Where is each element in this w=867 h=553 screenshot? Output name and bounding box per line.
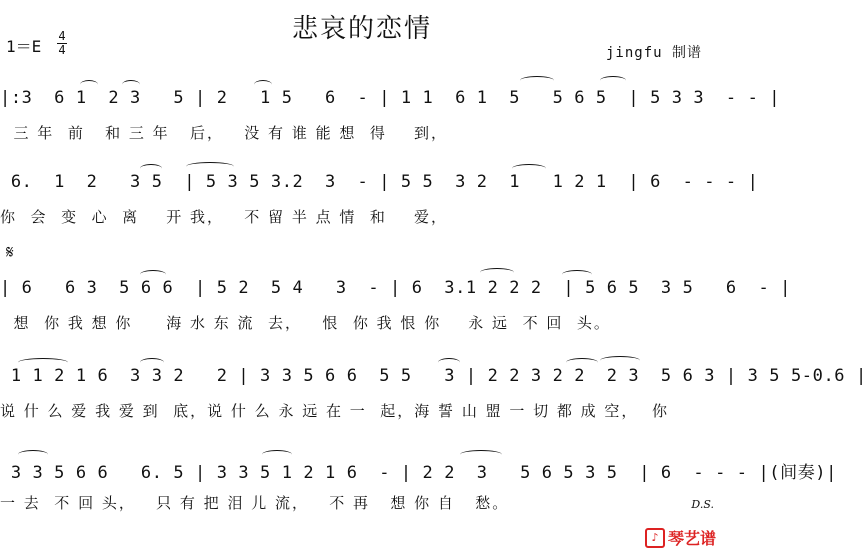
lyrics-line: 说 什 么 爱 我 爱 到 底，说 什 么 永 远 在 一 起，海 誓 山 盟 一 切 都 成 空， 你 (0, 402, 669, 420)
slur-arc (600, 76, 626, 85)
slur-arc (186, 162, 234, 171)
slur-arc (140, 358, 164, 367)
notes-line: 6. 1 2 3 5 | 5 3 5 3.2 3 - | 5 5 3 2 1 1 2 1 | 6 - - - | (0, 172, 759, 192)
slur-arc (438, 358, 460, 367)
segno-sign: 𝄋 (6, 242, 14, 263)
slur-arc (140, 270, 166, 279)
slur-arc (262, 450, 292, 459)
time-signature-top: 4 (58, 29, 66, 43)
logo-icon: ♪ (645, 528, 665, 548)
slur-arc (18, 358, 68, 367)
slur-arc (520, 76, 554, 85)
slur-arc (562, 270, 592, 279)
slur-arc (512, 164, 546, 173)
time-signature (56, 30, 68, 57)
slur-arc (80, 80, 98, 89)
slur-arc (566, 358, 598, 367)
lyrics-line: 想 你 我 想 你 海 水 东 流 去， 恨 你 我 恨 你 永 远 不 回 头。 (0, 314, 611, 332)
notes-line: |:3 6 1 2 3 5 | 2 1 5 6 - | 1 1 6 1 5 5 6 5 | 5 3 3 - - | (0, 88, 781, 108)
author-credit: jingfu 制谱 (605, 45, 702, 61)
slur-arc (480, 268, 514, 277)
key-signature: 1＝E (6, 37, 42, 56)
ds-marking: D.S. (691, 498, 714, 511)
slur-arc (18, 450, 48, 459)
lyrics-line: 你 会 变 心 离 开 我， 不 留 半 点 情 和 爱， (0, 208, 448, 226)
notes-line: 1 1 2 1 6 3 3 2 2 | 3 3 5 6 6 5 5 3 | 2 2 3 2 2 2 3 5 6 3 | 3 5 5-0.6 | (0, 366, 867, 386)
slur-arc (460, 450, 502, 459)
site-logo (645, 526, 716, 549)
slur-arc (122, 80, 140, 89)
slur-arc (254, 80, 272, 89)
logo-text: 琴艺谱 (667, 529, 716, 548)
time-signature-bottom: 4 (58, 43, 66, 57)
song-title: 悲哀的恋情 (291, 14, 432, 44)
lyrics-line: 三 年 前 和 三 年 后， 没 有 谁 能 想 得 到， (0, 124, 448, 142)
slur-arc (140, 164, 162, 173)
slur-arc (600, 356, 640, 365)
notes-line: | 6 6 3 5 6 6 | 5 2 5 4 3 - | 6 3.1 2 2 2 | 5 6 5 3 5 6 - | (0, 278, 791, 298)
notes-line: 3 3 5 6 6 6. 5 | 3 3 5 1 2 1 6 - | 2 2 3 5 6 5 3 5 | 6 - - - |(间奏)| (0, 463, 837, 483)
lyrics-line: 一 去 不 回 头， 只 有 把 泪 儿 流， 不 再 想 你 自 愁。 (0, 494, 510, 512)
